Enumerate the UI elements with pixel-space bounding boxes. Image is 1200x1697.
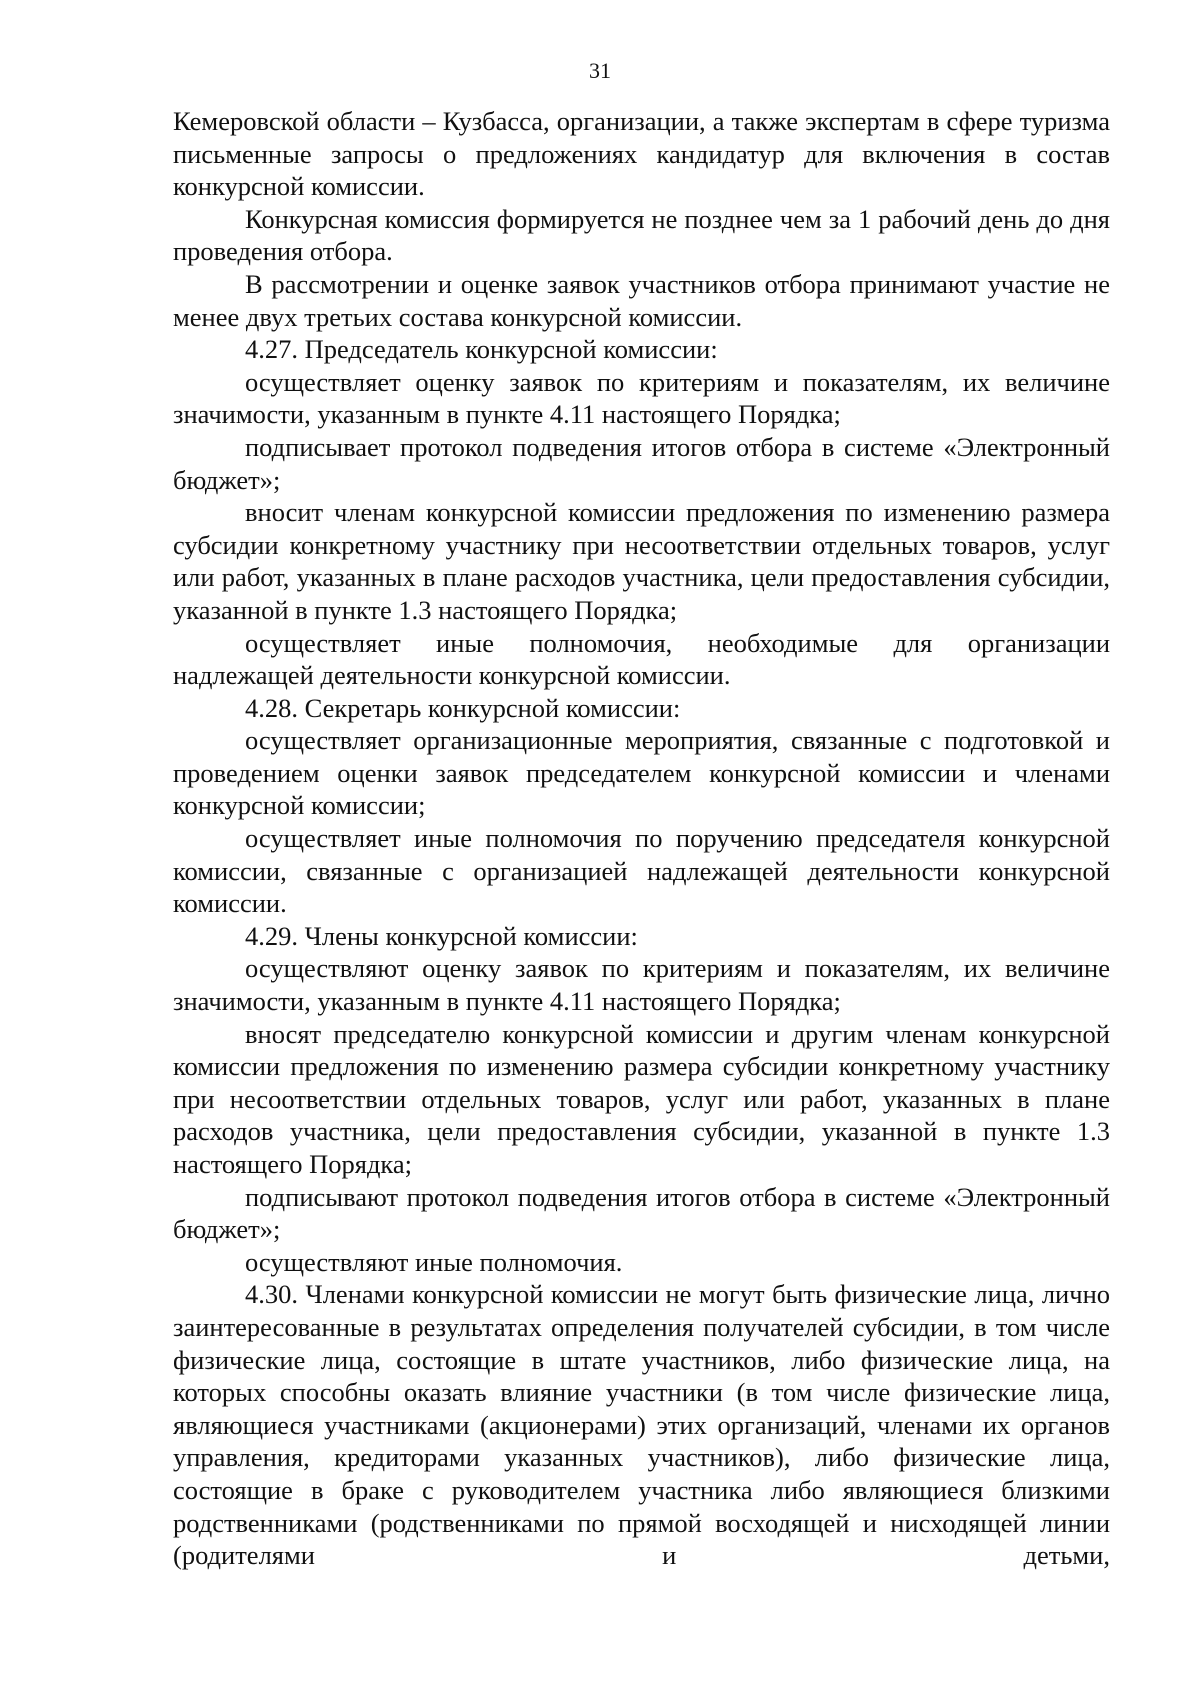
paragraph: вносит членам конкурсной комиссии предложения по изменению размера субсидии конкретному участнику при несоответствии отдельных товаров, услуг или работ, указанных в плане расходов участника, цели предоставления субсидии, указанной в пункте 1.3 настоящего Порядка; xyxy=(173,497,1110,625)
paragraph: осуществляет иные полномочия, необходимые для организации надлежащей деятельности конкурсной комиссии. xyxy=(173,627,1110,691)
paragraph: вносят председателю конкурсной комиссии и другим членам конкурсной комиссии предложения по изменению размера субсидии конкретному участнику при несоответствии отдельных товаров, услуг или работ, указанных в плане расходов участника, цели предоставления субсидии, указанной в пункте 1.3 настоящего Порядка; xyxy=(173,1018,1110,1179)
paragraph: осуществляют иные полномочия. xyxy=(245,1246,623,1277)
paragraph: подписывает протокол подведения итогов отбора в системе «Электронный бюджет»; xyxy=(173,431,1110,495)
paragraph: Кемеровской области – Кузбасса, организации, а также экспертам в сфере туризма письменные запросы о предложениях кандидатур для включения в состав конкурсной комиссии. xyxy=(173,106,1110,202)
section-heading: 4.27. Председатель конкурсной комиссии: xyxy=(245,334,718,365)
page-number: 31 xyxy=(589,58,611,83)
paragraph: осуществляют оценку заявок по критериям и показателям, их величине значимости, указанным в пункте 4.11 настоящего Порядка; xyxy=(173,953,1110,1017)
paragraph: подписывают протокол подведения итогов отбора в системе «Электронный бюджет»; xyxy=(173,1181,1110,1245)
paragraph: осуществляет иные полномочия по поручению председателя конкурсной комиссии, связанные с организацией надлежащей деятельности конкурсной комиссии. xyxy=(173,823,1110,919)
document-body xyxy=(173,105,1110,1572)
section-heading: 4.28. Секретарь конкурсной комиссии: xyxy=(245,692,681,723)
paragraph: 4.30. Членами конкурсной комиссии не могут быть физические лица, лично заинтересованные в результатах определения получателей субсидии, в том числе физические лица, состоящие в штате участников, либо физические лица, на которых способны оказать влияние участники (в том числе физические лица, являющиеся участниками (акционерами) этих организаций, членами их органов управления, кредиторами указанных участников), либо физические лица, состоящие в браке с руководителем участника либо являющиеся близкими родственниками (родственниками по прямой восходящей и нисходящей линии (родителями и детьми, xyxy=(173,1279,1110,1571)
paragraph: осуществляет оценку заявок по критериям и показателям, их величине значимости, указанным в пункте 4.11 настоящего Порядка; xyxy=(173,366,1110,430)
paragraph: Конкурсная комиссия формируется не позднее чем за 1 рабочий день до дня проведения отбора. xyxy=(173,203,1110,267)
paragraph: осуществляет организационные мероприятия, связанные с подготовкой и проведением оценки заявок председателем конкурсной комиссии и членами конкурсной комиссии; xyxy=(173,725,1110,821)
section-heading: 4.29. Члены конкурсной комиссии: xyxy=(245,920,638,951)
paragraph: В рассмотрении и оценке заявок участников отбора принимают участие не менее двух третьих состава конкурсной комиссии. xyxy=(173,268,1110,332)
